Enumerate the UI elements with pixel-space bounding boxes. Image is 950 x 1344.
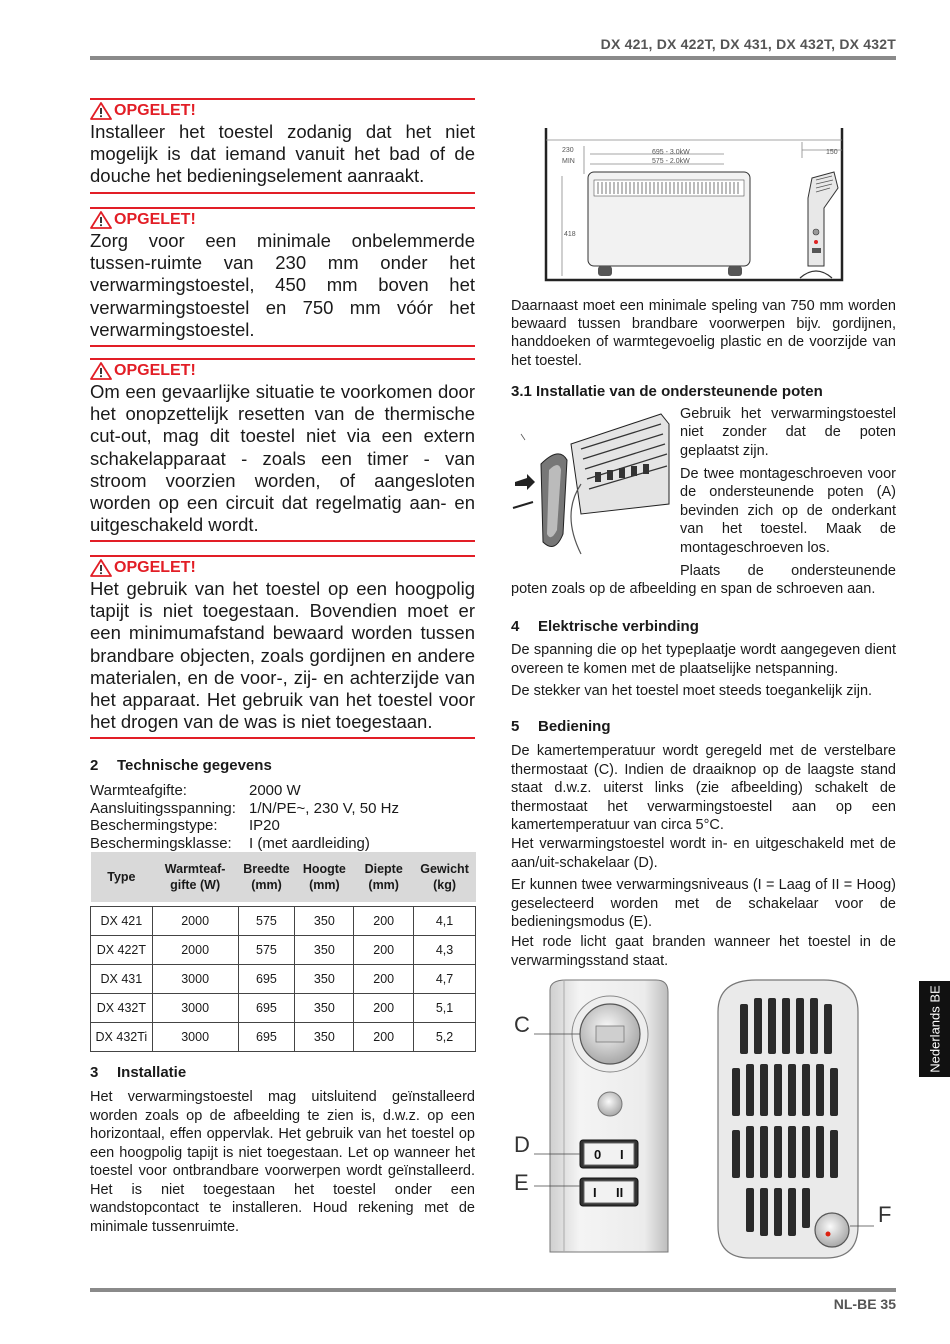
warning-triangle-icon [90,362,112,380]
red-lamp [826,1232,831,1237]
section-3-1-p3a: Plaats de ondersteunende [680,563,896,579]
section-3-1-p1: Gebruik het verwarmingstoestel niet zonder dat de poten geplaatst zijn. [680,406,896,459]
section-4-heading [511,618,699,635]
indicator-lamp [598,1092,622,1116]
switch-e-left: I [593,1185,597,1200]
section-number: 5 [511,718,520,735]
table-cell: 3000 [152,1023,238,1052]
warning-triangle-icon [90,102,112,120]
spec-key: Aansluitingsspanning: [90,799,236,817]
header-rule [90,56,896,60]
warning-triangle-icon [90,211,112,229]
table-cell: 200 [354,1023,414,1052]
spec-key: Beschermingstype: [90,817,218,834]
heater-side-illustration [800,172,838,278]
warning-label: OPGELET! [114,362,196,379]
spec-value: IP20 [249,817,280,834]
table-cell: 5,1 [414,994,476,1023]
warning-triangle-icon [90,559,112,577]
section-5-p4: Het rode licht gaat branden wanneer het toestel in de verwarmingsstand staat. [511,934,896,969]
spec-value: I (met aardleiding) [249,834,370,852]
control-panel-illustration [550,980,668,1252]
dim-418: 418 [564,231,576,238]
th-type: Type [91,852,153,902]
warning-block-2 [90,207,475,347]
page-number: NL-BE 35 [833,1296,896,1312]
section-number: 4 [511,618,520,635]
header-models: DX 421, DX 422T, DX 431, DX 432T, DX 432T [600,36,896,52]
table-row [91,965,476,994]
table-cell: 575 [238,936,295,965]
section-title: Technische gegevens [117,757,272,774]
clearance-diagram [542,128,852,288]
section-5-heading [511,718,611,735]
warning-block-1 [90,98,475,194]
reset-button[interactable] [815,1213,849,1247]
table-cell: 575 [238,907,295,936]
spec-key: Beschermingsklasse: [90,834,232,852]
section-4-p1: De spanning die op het typeplaatje wordt aangegeven dient overeen te komen met de plaatselijke netspanning. [511,642,896,677]
dim-575: 575 - 2.0kW [652,158,690,165]
warning-text: Het gebruik van het toestel op een hoogpolig tapijt is niet toegestaan. Bovendien moet er een minimumafstand bewaard worden tussen brandbare objecten, zoals gordijnen en andere materialen, en de voor-, zij- en achterzijde van het apparaat. Het gebruik van het toestel voor het drogen van de was is niet toegestaan. [90,578,475,739]
section-3-text: Het verwarmingstoestel mag uitsluitend geïnstalleerd worden zoals op de afbeelding te zien is, d.w.z. op een horizontaal, effen oppervlak. Het gebruik van het toestel op een hoogpolig tapijt is niet toegestaan. Let op wanneer het toestel voor ontbrandbare voorwerpen wordt geïnstalleerd. Het is niet toegestaan het toestel onder een wandstopcontact te installeren. Houd rekening met de minimale tussenruimte. [90,1089,475,1235]
right-intro-text: Daarnaast moet een minimale speling van 750 mm worden bewaard tussen brandbare voorwerpen bijv. gordijnen, handdoeken of warmtegevoelig plastic en de voorzijde van het toestel. [511,298,896,369]
switch-d-left: 0 [594,1147,602,1162]
table-cell: DX 432Ti [91,1023,153,1052]
table-cell: 3000 [152,965,238,994]
table-cell: 5,2 [414,1023,476,1052]
section-3-1-p3b: poten zoals op de afbeelding en span de schroeven aan. [511,581,876,597]
table-cell: 200 [354,994,414,1023]
warning-text: Zorg voor een minimale onbelemmerde tussen-ruimte van 230 mm onder het verwarmingstoestel, 450 mm boven het verwarmingstoestel en 750 mm vóór het verwarmingstoestel. [90,230,475,347]
th-power: Warmteaf- gifte (W) [152,852,238,902]
table-cell: 695 [238,1023,295,1052]
table-cell: 350 [295,1023,354,1052]
table-cell: 4,1 [414,907,476,936]
section-5-p1: De kamertemperatuur wordt geregeld met de verstelbare thermostaat (C). Indien de draaiknop op de laagste stand staat d.w.z. uiterst links (zie afbeelding) schakelt de thermostaat het verwarmingstoestel aan op een kamertemperatuur van circa 5°C. [511,743,896,833]
section-3-1-p2: De twee montageschroeven voor de ondersteunende poten (A) bevinden zich op de onderkant van het toestel. Maak de montageschroeven los. [680,466,896,556]
table-cell: 350 [295,994,354,1023]
spec-key: Warmteafgifte: [90,782,187,799]
controls-figure [506,976,902,1266]
th-weight: Gewicht (kg) [414,852,476,902]
th-height: Hoogte (mm) [295,852,354,902]
switch-d-right: I [620,1147,624,1162]
table-cell: 3000 [152,994,238,1023]
section-4-p2: De stekker van het toestel moet steeds toegankelijk zijn. [511,683,873,699]
section-5-p2: Het verwarmingstoestel wordt in- en uitgeschakeld met de aan/uit-schakelaar (D). [511,836,896,871]
section-number: 2 [90,757,99,774]
warning-block-3 [90,358,475,542]
dim-695: 695 - 3.0kW [652,149,690,156]
footer-rule [90,1288,896,1292]
section-5-p3: Er kunnen twee verwarmingsniveaus (I = Laag of II = Hoog) geselecteerd worden met de schakelaar voor de bedieningsmodus (E). [511,877,896,930]
dim-min: MIN [562,158,575,165]
table-cell: 2000 [152,936,238,965]
callout-e: E [514,1170,529,1195]
callout-f: F [878,1202,892,1227]
table-cell: 350 [295,907,354,936]
spec-list [90,782,399,852]
dim-150: 150 [826,149,838,156]
th-depth: Diepte (mm) [354,852,414,902]
table-row [91,1023,476,1052]
section-title: Bediening [538,718,611,735]
table-cell: 695 [238,994,295,1023]
spec-value: 1/N/PE~, 230 V, 50 Hz [249,799,399,817]
section-title: Installatie [117,1064,187,1081]
language-tab [919,981,950,1077]
warning-label: OPGELET! [114,211,196,228]
warning-label: OPGELET! [114,102,196,119]
switch-e-right: II [616,1185,624,1200]
section-3-1-heading: 3.1 Installatie van de ondersteunende poten [511,383,823,400]
dim-230: 230 [562,147,574,154]
warning-block-4 [90,555,475,739]
table-row [91,936,476,965]
legs-illustration [511,404,671,564]
callout-c: C [514,1012,530,1037]
section-title: Elektrische verbinding [538,618,699,635]
heater-front-illustration [588,172,750,276]
table-cell: 4,7 [414,965,476,994]
table-cell: 4,3 [414,936,476,965]
table-cell: 200 [354,936,414,965]
table-cell: 695 [238,965,295,994]
section-3-heading [90,1064,186,1081]
section-2-heading [90,757,272,774]
table-cell: DX 421 [91,907,153,936]
section-number: 3 [90,1064,99,1081]
th-width: Breedte (mm) [238,852,295,902]
table-row [91,994,476,1023]
table-cell: DX 431 [91,965,153,994]
warning-label: OPGELET! [114,559,196,576]
table-cell: DX 422T [91,936,153,965]
table-header-row [91,852,476,902]
heater-grille-illustration [718,980,874,1258]
table-cell: DX 432T [91,994,153,1023]
warning-text: Installeer het toestel zodanig dat het niet mogelijk is dat iemand vanuit het bad of de douche het bedieningselement aanraakt. [90,121,475,194]
table-cell: 200 [354,965,414,994]
callout-d: D [514,1132,530,1157]
table-cell: 200 [354,907,414,936]
spec-value: 2000 W [249,782,301,799]
warning-text: Om een gevaarlijke situatie te voorkomen door het onopzettelijk resetten van de thermische cut-out, mag dit toestel niet via een extern schakelapparaat - zoals een timer - van stroom voorzien worden, of aangesloten worden op een circuit dat regelmatig aan- en uitgeschakeld wordt. [90,381,475,542]
table-row [91,907,476,936]
language-tab-label: Nederlands BE [927,985,942,1073]
tech-table [90,852,476,1052]
table-cell: 350 [295,965,354,994]
table-cell: 2000 [152,907,238,936]
table-cell: 350 [295,936,354,965]
